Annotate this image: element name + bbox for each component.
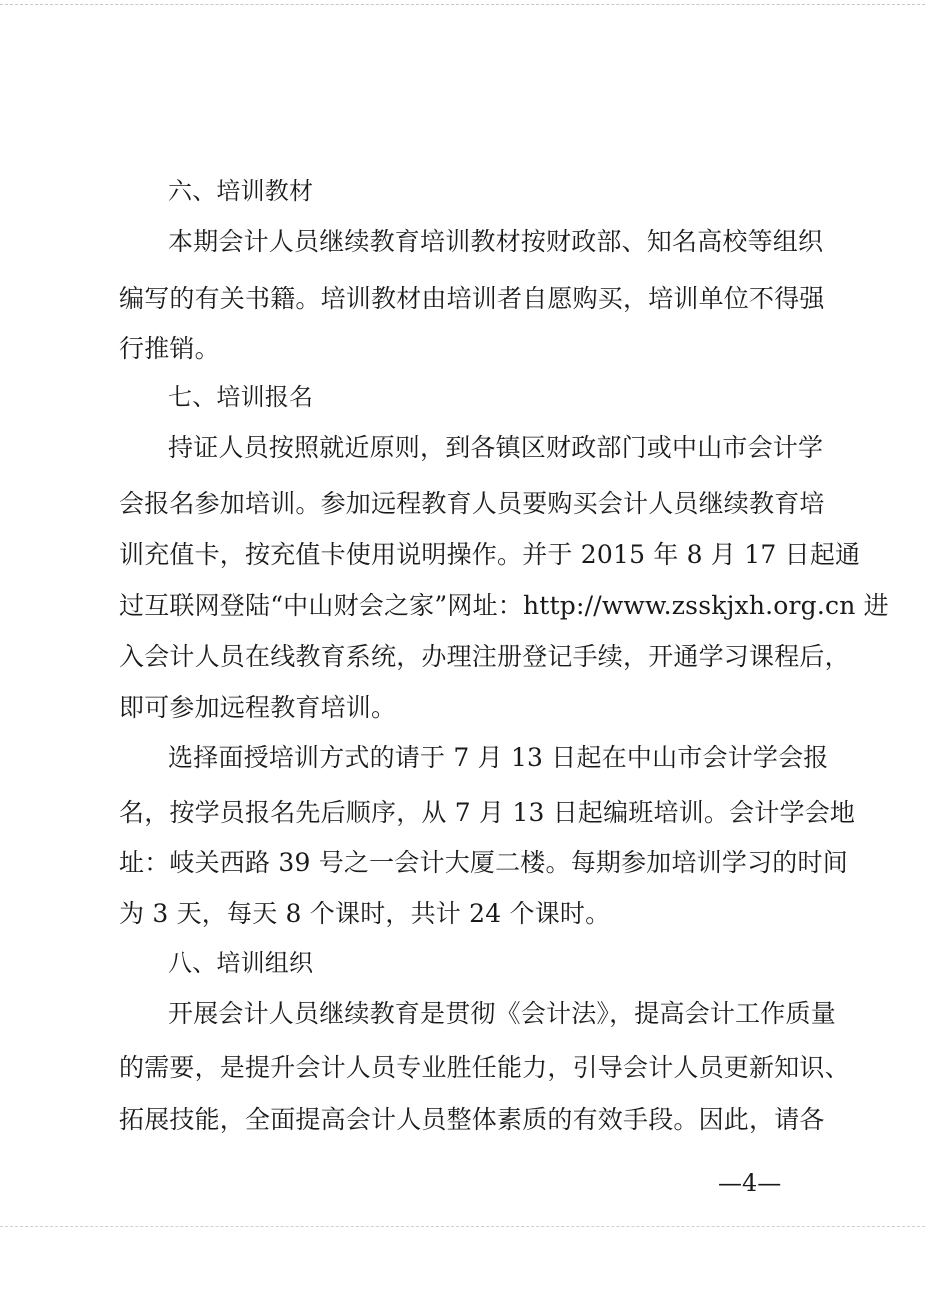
scan-edge-bottom — [0, 1226, 925, 1227]
paragraph-line: 会报名参加培训。参加远程教育人员要购买会计人员继续教育培 — [119, 489, 825, 518]
paragraph-line: 址：岐关西路 39 号之一会计大厦二楼。每期参加培训学习的时间 — [119, 848, 848, 877]
paragraph-line: 训充值卡，按充值卡使用说明操作。并于 2015 年 8 月 17 日起通 — [119, 540, 861, 569]
paragraph-line: 拓展技能，全面提高会计人员整体素质的有效手段。因此，请各 — [119, 1105, 825, 1134]
paragraph-line: 名，按学员报名先后顺序，从 7 月 13 日起编班培训。会计学会地 — [119, 798, 856, 827]
section-heading-textbook: 六、培训教材 — [168, 177, 314, 205]
paragraph-line: 行推销。 — [119, 334, 220, 363]
paragraph-line: 入会计人员在线教育系统，办理注册登记手续，开通学习课程后， — [119, 642, 850, 671]
scan-edge-top — [0, 4, 925, 5]
page-number: —4— — [718, 1169, 782, 1197]
paragraph-line: 过互联网登陆“中山财会之家”网址：http://www.zsskjxh.org.cn 进 — [119, 591, 889, 620]
paragraph-line: 编写的有关书籍。培训教材由培训者自愿购买，培训单位不得强 — [119, 284, 825, 313]
section-heading-registration: 七、培训报名 — [168, 383, 314, 411]
paragraph-line: 为 3 天，每天 8 个课时，共计 24 个课时。 — [119, 899, 611, 928]
paragraph-line: 选择面授培训方式的请于 7 月 13 日起在中山市会计学会报 — [168, 743, 829, 772]
paragraph-line: 开展会计人员继续教育是贯彻《会计法》，提高会计工作质量 — [168, 999, 836, 1028]
paragraph-line: 的需要，是提升会计人员专业胜任能力，引导会计人员更新知识、 — [119, 1053, 850, 1082]
section-heading-organization: 八、培训组织 — [168, 949, 314, 977]
paragraph-line: 持证人员按照就近原则，到各镇区财政部门或中山市会计学 — [168, 433, 824, 462]
paragraph-line: 本期会计人员继续教育培训教材按财政部、知名高校等组织 — [168, 227, 824, 256]
paragraph-line: 即可参加远程教育培训。 — [119, 693, 397, 722]
